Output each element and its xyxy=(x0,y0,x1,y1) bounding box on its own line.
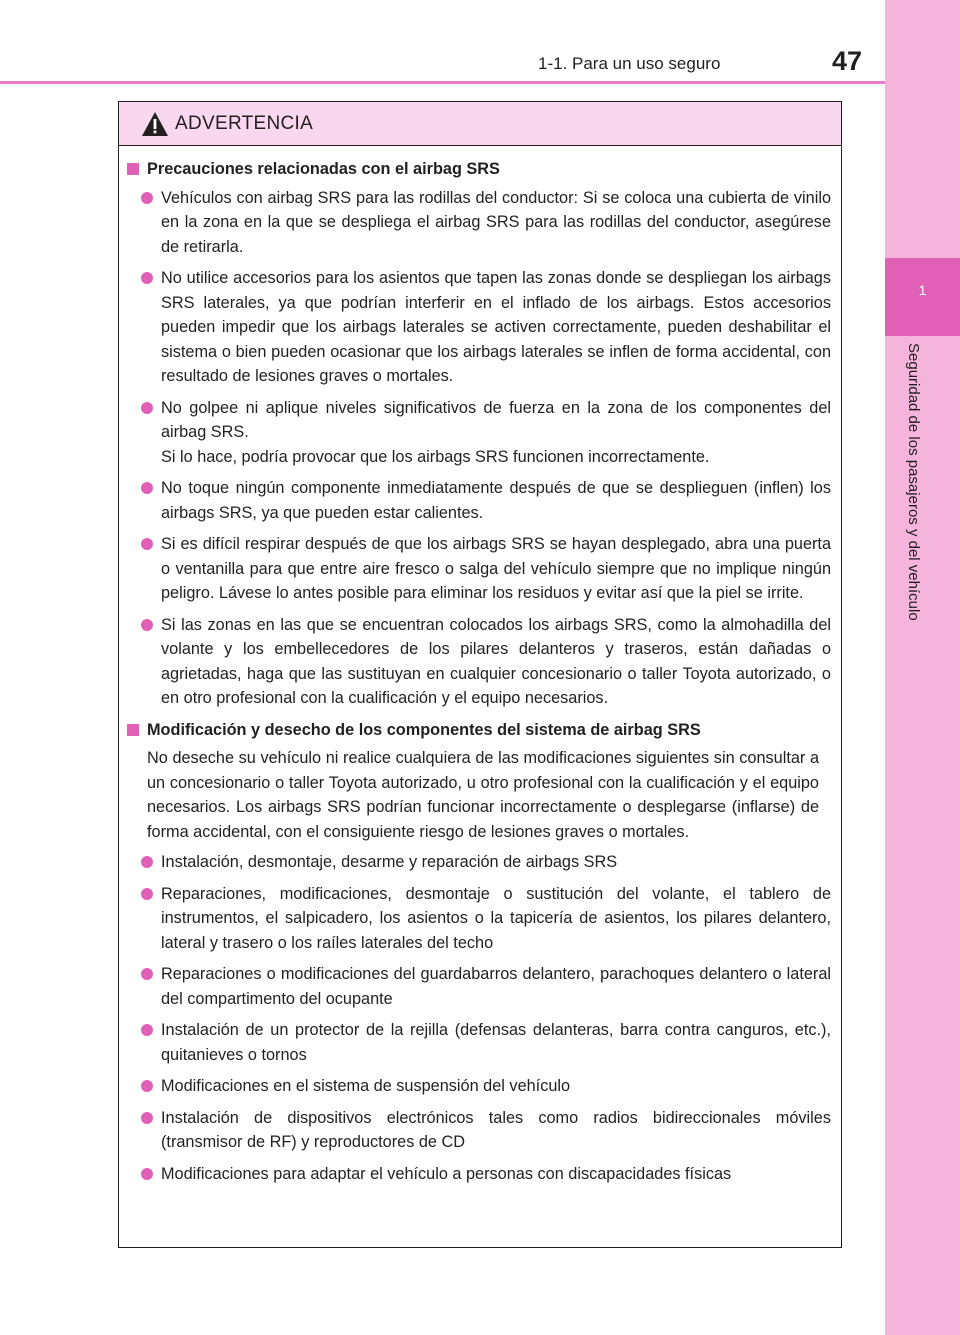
list-item xyxy=(127,613,831,711)
chapter-title-vertical: Seguridad de los pasajeros y del vehículo xyxy=(905,343,922,621)
list-item-text: Reparaciones, modificaciones, desmontaje o sustitución del volante, el tablero de instrumentos, el salpicadero, los asientos o la tapicería de asientos, los pilares delantero, lateral y trasero o los raíles laterales del techo xyxy=(161,884,831,952)
list-item-text: Modificaciones en el sistema de suspensión del vehículo xyxy=(161,1077,571,1095)
round-bullet-icon xyxy=(141,1112,153,1124)
list-item-text: Si es difícil respirar después de que los airbags SRS se hayan desplegado, abra una puerta o ventanilla para que entre aire fresco o salga del vehículo siempre que no implique ningún peligro. Lávese lo antes posible para eliminar los residuos y evitar así que la piel se irrite. xyxy=(161,535,831,602)
list-item xyxy=(127,396,831,470)
section-intro: No deseche su vehículo ni realice cualquiera de las modificaciones siguientes sin consultar a un concesionario o taller Toyota autorizado, u otro profesional con la cualificación y el equipo necesarios. Los airbags SRS podrían funcionar incorrectamente o desplegarse (inflarse) de forma accidental, con el consiguiente riesgo de lesiones graves o mortales. xyxy=(147,749,819,841)
round-bullet-icon xyxy=(141,192,153,204)
list-item xyxy=(127,186,831,260)
chapter-tab[interactable] xyxy=(885,258,960,336)
list-item-text: Instalación de dispositivos electrónicos tales como radios bidireccionales móviles (transmisor de RF) y reproductores de CD xyxy=(161,1108,831,1151)
list-item xyxy=(127,1018,831,1067)
warning-header xyxy=(119,102,841,146)
section-heading xyxy=(127,718,831,743)
round-bullet-icon xyxy=(141,856,153,868)
list-item xyxy=(127,266,831,389)
list-item-text: No golpee ni aplique niveles significativos de fuerza en la zona de los componentes del airbag SRS. xyxy=(161,398,831,441)
round-bullet-icon xyxy=(141,1080,153,1092)
list-item xyxy=(127,1074,831,1099)
page-number: 47 xyxy=(832,46,863,76)
square-bullet-icon xyxy=(127,163,139,175)
round-bullet-icon xyxy=(141,482,153,494)
section-heading-text: Modificación y desecho de los componentes del sistema de airbag SRS xyxy=(147,720,701,739)
list-item-text: Modificaciones para adaptar el vehículo a personas con discapacidades físicas xyxy=(161,1164,732,1183)
list-item xyxy=(127,962,831,1011)
list-item-text: Reparaciones o modificaciones del guardabarros delantero, parachoques delantero o lateral del compartimento del ocupante xyxy=(161,965,831,1008)
round-bullet-icon xyxy=(141,888,153,900)
list-item-note: Si lo hace, podría provocar que los airbags SRS funcionen incorrectamente. xyxy=(161,447,710,466)
list-item-text: Instalación, desmontaje, desarme y reparación de airbags SRS xyxy=(161,853,618,871)
warning-box xyxy=(118,101,842,1248)
warning-triangle-icon xyxy=(141,111,169,137)
side-tab xyxy=(885,0,960,1335)
list-item xyxy=(127,532,831,606)
round-bullet-icon xyxy=(141,968,153,980)
chapter-number: 1 xyxy=(918,282,927,298)
round-bullet-icon xyxy=(141,619,153,631)
round-bullet-icon xyxy=(141,538,153,550)
warning-title: ADVERTENCIA xyxy=(175,113,314,134)
round-bullet-icon xyxy=(141,402,153,414)
round-bullet-icon xyxy=(141,272,153,284)
list-item xyxy=(127,882,831,956)
warning-content xyxy=(127,157,831,1193)
round-bullet-icon xyxy=(141,1024,153,1036)
header-rule xyxy=(0,81,885,84)
section-heading-text: Precauciones relacionadas con el airbag SRS xyxy=(147,160,500,178)
list-item xyxy=(127,1106,831,1155)
list-item-text: Vehículos con airbag SRS para las rodillas del conductor: Si se coloca una cubierta de vinilo en la zona en la que se despliega el airbag SRS para las rodillas del conductor, asegúrese de retirarla. xyxy=(161,188,831,256)
list-item xyxy=(127,850,831,875)
list-item xyxy=(127,476,831,525)
section-heading xyxy=(127,157,831,182)
list-item-text: No utilice accesorios para los asientos que tapen las zonas donde se despliegan los airbags SRS laterales, ya que podrían interferir en el inflado de los airbags. Estos accesorios pueden impedir que los airbags laterales se activen correctamente, pueden deshabilitar el sistema o bien pueden ocasionar que los airbags laterales se inflen de forma accidental, con resultado de lesiones graves o mortales. xyxy=(161,269,831,385)
list-item-text: Instalación de un protector de la rejilla (defensas delanteras, barra contra canguros, etc.), quitanieves o tornos xyxy=(161,1021,831,1064)
list-item xyxy=(127,1162,831,1187)
round-bullet-icon xyxy=(141,1168,153,1180)
list-item-text: No toque ningún componente inmediatamente después de que se desplieguen (inflen) los airbags SRS, ya que pueden estar calientes. xyxy=(161,479,831,522)
square-bullet-icon xyxy=(127,724,139,736)
list-item-text: Si las zonas en las que se encuentran colocados los airbags SRS, como la almohadilla del volante y los embellecedores de los pilares delanteros y traseros, están dañadas o agrietadas, haga que las sustituyan en cualquier concesionario o taller Toyota autorizado, o en otro profesional con la cualificación y el equipo necesarios. xyxy=(161,615,831,707)
running-header-section: 1-1. Para un uso seguro xyxy=(538,54,721,73)
